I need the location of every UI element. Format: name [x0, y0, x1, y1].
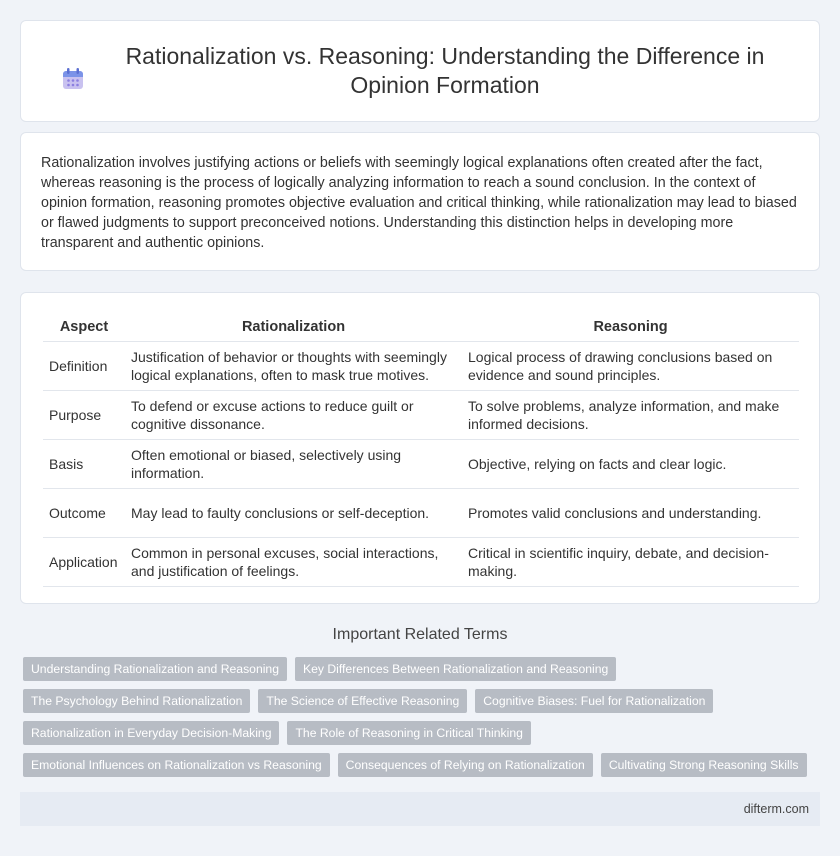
related-term-tag[interactable]: Cognitive Biases: Fuel for Rationalization	[475, 689, 713, 713]
related-term-tag[interactable]: The Role of Reasoning in Critical Thinking	[287, 721, 530, 745]
aspect-cell: Basis	[43, 439, 125, 488]
related-term-tag[interactable]: The Psychology Behind Rationalization	[23, 689, 250, 713]
table-row	[43, 537, 799, 586]
aspect-cell: Application	[43, 537, 125, 586]
related-term-tag[interactable]: Consequences of Relying on Rationalization	[338, 753, 593, 777]
reasoning-cell: Logical process of drawing conclusions based on evidence and sound principles.	[462, 341, 799, 390]
intro-text: Rationalization involves justifying actions or beliefs with seemingly logical explanations often created after the fact, whereas reasoning is the process of logically analyzing information to reach a sound conclusion. In the context of opinion formation, reasoning promotes objective evaluation and critical thinking, while rationalization may lead to biased or flawed judgments to support preconceived notions. Understanding this distinction helps in developing more transparent and authentic opinions.	[41, 155, 797, 251]
column-header-reasoning: Reasoning	[462, 313, 799, 341]
related-term-tag[interactable]: Cultivating Strong Reasoning Skills	[601, 753, 807, 777]
related-term-tag[interactable]: Rationalization in Everyday Decision-Making	[23, 721, 279, 745]
rationalization-cell: Common in personal excuses, social interactions, and justification of feelings.	[125, 537, 462, 586]
table-row	[43, 390, 799, 439]
footer	[20, 792, 820, 826]
table-row	[43, 439, 799, 488]
rationalization-cell: May lead to faulty conclusions or self-deception.	[125, 488, 462, 537]
calendar-icon	[60, 66, 86, 92]
aspect-cell: Definition	[43, 341, 125, 390]
table-row	[43, 488, 799, 537]
tag-row	[23, 689, 823, 713]
related-term-tag[interactable]: Emotional Influences on Rationalization vs Reasoning	[23, 753, 330, 777]
footer-site-link[interactable]: difterm.com	[743, 802, 809, 816]
tag-row	[23, 753, 823, 777]
reasoning-cell: Objective, relying on facts and clear logic.	[462, 439, 799, 488]
reasoning-cell: Promotes valid conclusions and understanding.	[462, 488, 799, 537]
related-terms-title: Important Related Terms	[332, 626, 508, 643]
comparison-table-card	[20, 292, 820, 604]
tag-row	[23, 657, 823, 681]
related-term-tag[interactable]: Key Differences Between Rationalization and Reasoning	[295, 657, 616, 681]
related-term-tag[interactable]: The Science of Effective Reasoning	[258, 689, 467, 713]
comparison-table	[43, 313, 799, 587]
column-header-rationalization: Rationalization	[125, 313, 462, 341]
related-term-tag[interactable]: Understanding Rationalization and Reasoning	[23, 657, 287, 681]
header-card	[20, 20, 820, 122]
table-row	[43, 341, 799, 390]
related-terms-list	[23, 657, 823, 785]
column-header-aspect: Aspect	[43, 313, 125, 341]
reasoning-cell: To solve problems, analyze information, and make informed decisions.	[462, 390, 799, 439]
reasoning-cell: Critical in scientific inquiry, debate, and decision-making.	[462, 537, 799, 586]
rationalization-cell: To defend or excuse actions to reduce guilt or cognitive dissonance.	[125, 390, 462, 439]
table-header-row	[43, 313, 799, 341]
aspect-cell: Purpose	[43, 390, 125, 439]
page-title: Rationalization vs. Reasoning: Understanding the Difference in Opinion Formation	[125, 43, 765, 98]
rationalization-cell: Often emotional or biased, selectively using information.	[125, 439, 462, 488]
rationalization-cell: Justification of behavior or thoughts with seemingly logical explanations, often to mask true motives.	[125, 341, 462, 390]
aspect-cell: Outcome	[43, 488, 125, 537]
tag-row	[23, 721, 823, 745]
intro-card	[20, 132, 820, 271]
